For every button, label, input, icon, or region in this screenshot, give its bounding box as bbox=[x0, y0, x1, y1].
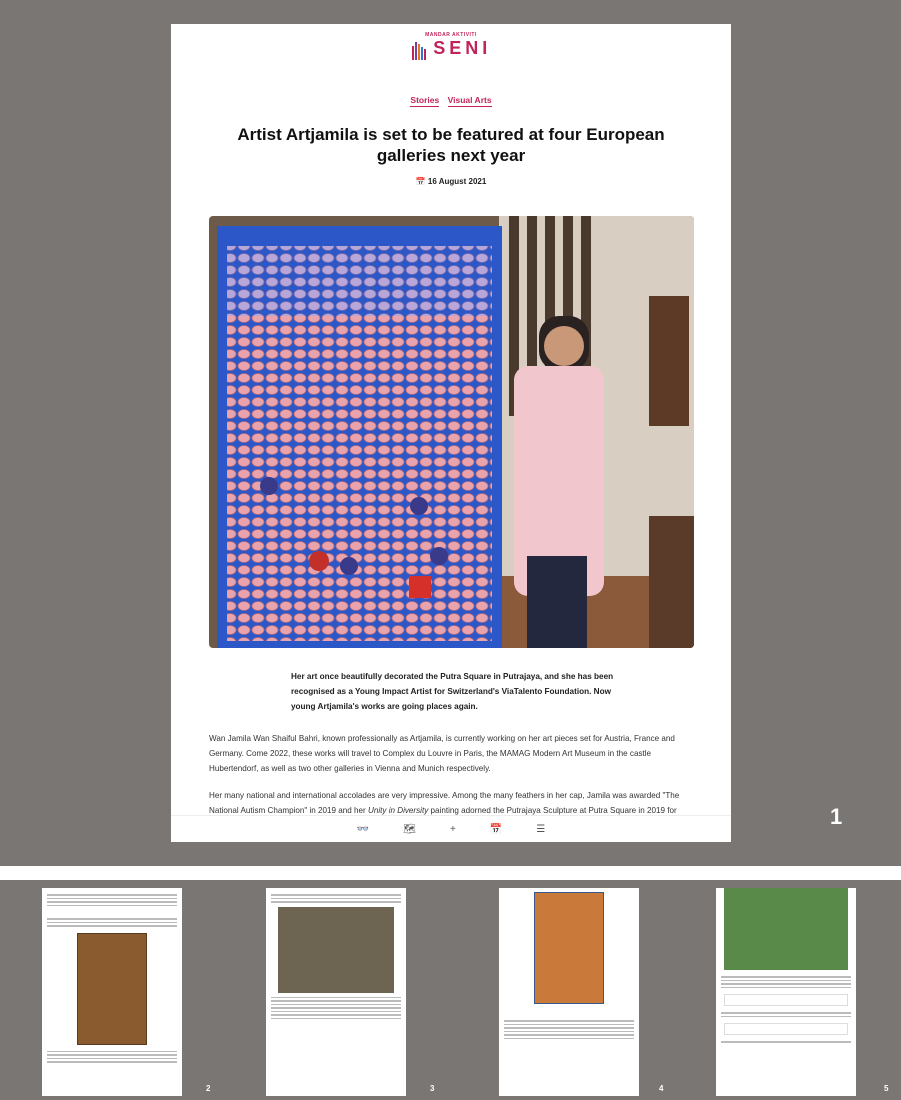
paragraph-2-start: Her many national and international accolades are very impressive. Among the many feathers in her cap, Jamila was awarded "The National Autism Champion" in 2019 and her bbox=[209, 791, 680, 815]
logo-small-text: MANDAR AKTIVITI bbox=[425, 32, 477, 38]
category-visual-arts[interactable]: Visual Arts bbox=[447, 95, 492, 105]
thumbnail-page-5[interactable] bbox=[716, 888, 856, 1096]
hero-image bbox=[209, 216, 694, 648]
article-date bbox=[171, 177, 731, 186]
article-paragraph-2 bbox=[209, 788, 694, 818]
thumb-number-4: 4 bbox=[659, 1084, 664, 1093]
page-number-1: 1 bbox=[830, 804, 843, 829]
thumb-number-5: 5 bbox=[884, 1084, 889, 1093]
glasses-icon[interactable]: 👓 bbox=[356, 823, 370, 835]
logo-main-text: SENI bbox=[433, 38, 492, 58]
hero-photo-artist-with-painting bbox=[209, 216, 694, 648]
menu-icon[interactable]: ☰ bbox=[536, 823, 546, 835]
calendar-icon: 📅 bbox=[415, 177, 426, 186]
category-stories[interactable]: Stories bbox=[410, 95, 440, 105]
map-icon[interactable]: 🗺 bbox=[403, 823, 416, 835]
plus-icon[interactable]: + bbox=[449, 823, 456, 835]
article-paragraph-1: Wan Jamila Wan Shaiful Bahri, known professionally as Artjamila, is currently working on her art pieces set for Austria, France and Germany. Come 2022, these works will travel to Complex du Louvre in Paris, the MAMAG Modern Art Museum in the castle Hubertendorf, as well as two other galleries in Vienna and Munich respectively. bbox=[209, 734, 675, 773]
category-links bbox=[171, 95, 731, 107]
bottom-nav bbox=[171, 815, 731, 842]
thumb-artist-painting-photo bbox=[724, 888, 848, 970]
thumbnail-page-3[interactable] bbox=[266, 888, 406, 1096]
strip-separator bbox=[0, 866, 901, 880]
article-title: Artist Artjamila is set to be featured at four European galleries next year bbox=[237, 125, 665, 165]
date-text: 16 August 2021 bbox=[427, 177, 487, 186]
thumb-artwork-image bbox=[534, 892, 604, 1004]
thumb-number-2: 2 bbox=[206, 1084, 211, 1093]
thumbnail-page-4[interactable] bbox=[499, 888, 639, 1096]
thumb-number-3: 3 bbox=[430, 1084, 435, 1093]
logo-mark-icon bbox=[411, 40, 427, 60]
page-1 bbox=[171, 24, 731, 842]
thumb-painting-image bbox=[77, 933, 147, 1045]
site-logo[interactable] bbox=[171, 32, 731, 60]
painting-title: Unity in Diversity bbox=[368, 806, 429, 815]
thumbnail-page-2[interactable] bbox=[42, 888, 182, 1096]
thumb-studio-photo bbox=[278, 907, 394, 993]
calendar-icon[interactable]: 📅 bbox=[489, 823, 503, 835]
paragraph-2-end: painting adorned the Putrajaya Sculpture at Putra Square in 2019 for bbox=[428, 806, 677, 815]
article-lede: Her art once beautifully decorated the Putra Square in Putrajaya, and she has been recognised as a Young Impact Artist for Switzerland's ViaTalento Foundation. Now young Artjamila's works are going places again. bbox=[291, 672, 614, 711]
